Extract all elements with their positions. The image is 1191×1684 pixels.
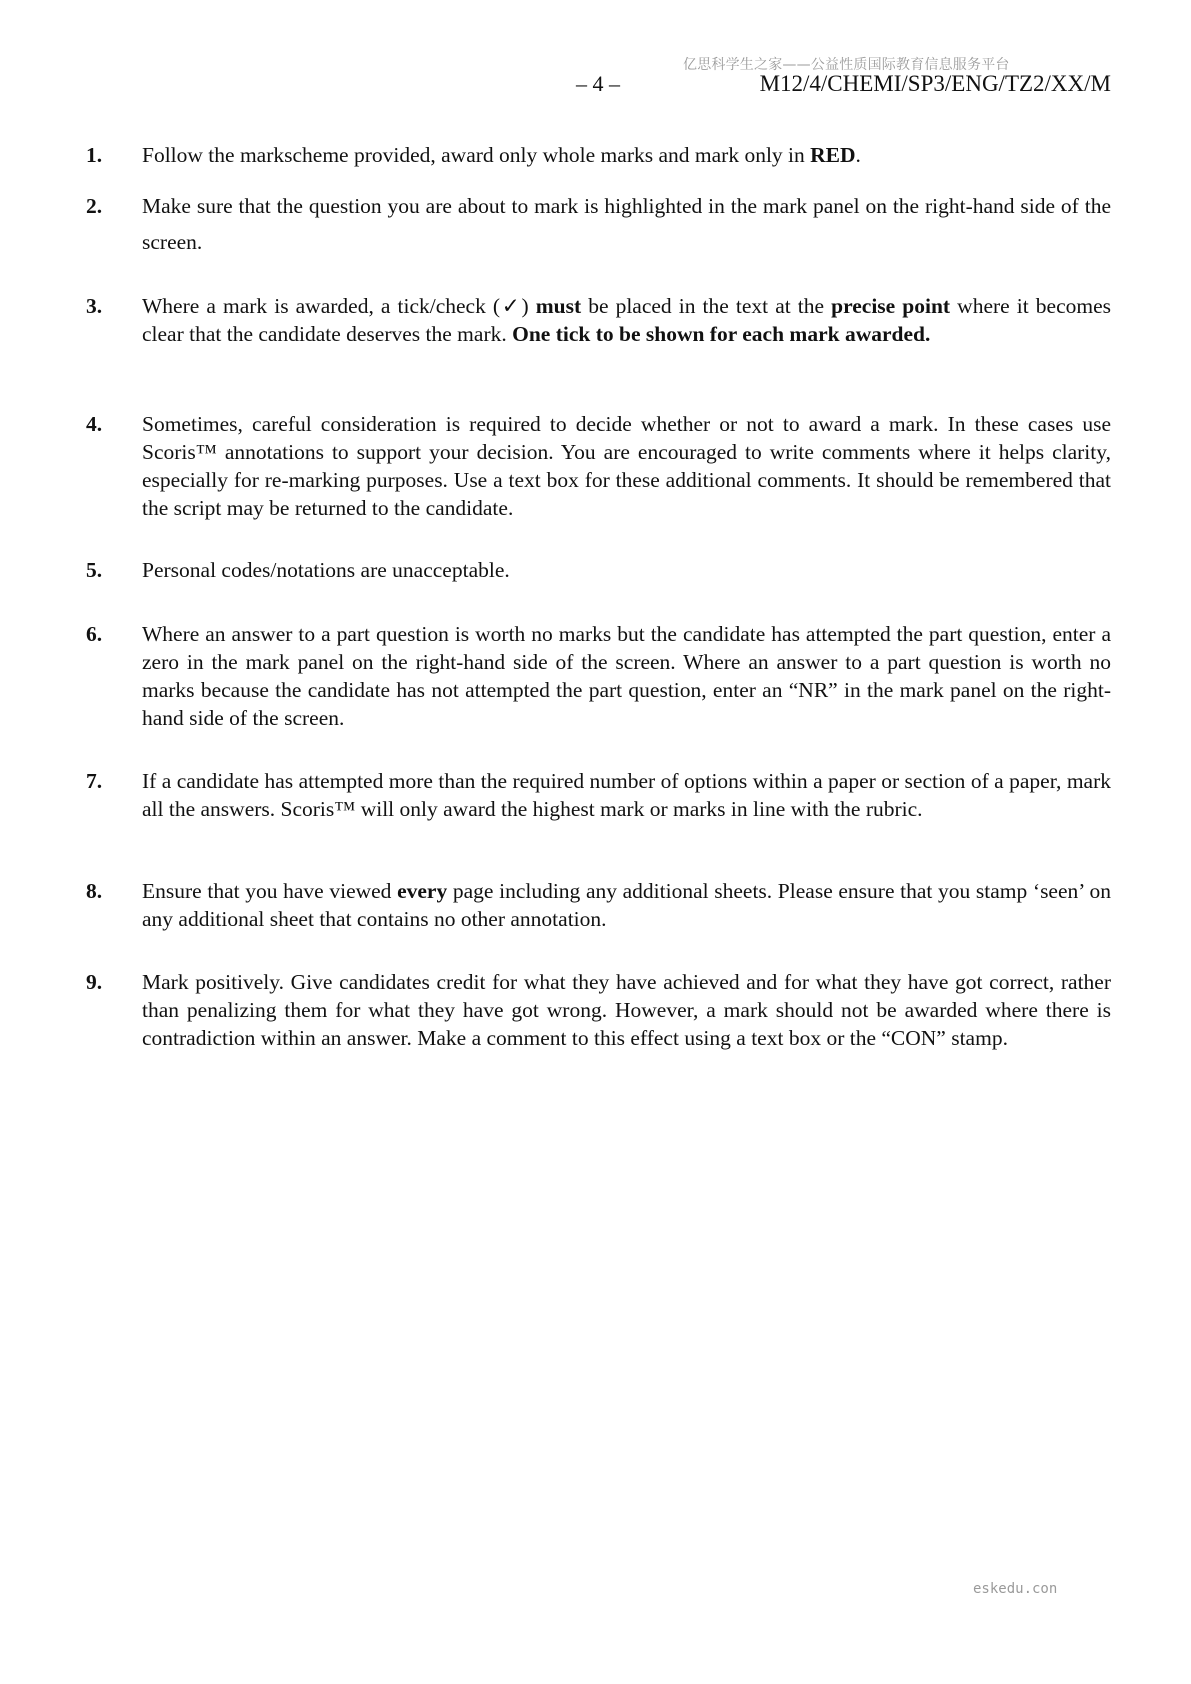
item-number: 8. bbox=[86, 879, 103, 903]
bottom-watermark: eskedu.con bbox=[973, 1581, 1058, 1597]
item-number: 5. bbox=[86, 558, 103, 582]
item-text: Where a mark is awarded, a tick/check (✓) must be placed in the text at the precise point where it becomes clear that the candidate deserves the mark. One tick to be shown for each mark awarded. bbox=[142, 294, 1111, 346]
item-text: Mark positively. Give candidates credit for what they have achieved and for what they have got correct, rather than penalizing them for what they have got wrong. However, a mark should not be awarded where there is contradiction within an answer. Make a comment to this effect using a text box or the “CON” stamp. bbox=[142, 970, 1111, 1050]
item-text: Make sure that the question you are about to mark is highlighted in the mark panel on the right-hand side of the screen. bbox=[142, 194, 1111, 254]
item-number: 1. bbox=[86, 143, 103, 167]
instruction-item-1 bbox=[86, 141, 1111, 169]
item-text: Personal codes/notations are unacceptable. bbox=[142, 558, 510, 582]
paper-code: M12/4/CHEMI/SP3/ENG/TZ2/XX/M bbox=[759, 71, 1111, 96]
item-number: 7. bbox=[86, 769, 103, 793]
item-number: 2. bbox=[86, 194, 103, 218]
item-number: 4. bbox=[86, 412, 103, 436]
item-text: Where an answer to a part question is worth no marks but the candidate has attempted the part question, enter a zero in the mark panel on the right-hand side of the screen. Where an answer to a part question is worth no marks because the candidate has not attempted the part question, enter an “NR” in the mark panel on the right-hand side of the screen. bbox=[142, 622, 1111, 730]
page-number: – 4 – bbox=[576, 71, 620, 96]
top-watermark: 亿思科学生之家——公益性质国际教育信息服务平台 bbox=[683, 57, 1010, 73]
item-text: Sometimes, careful consideration is required to decide whether or not to award a mark. In these cases use Scoris™ annotations to support your decision. You are encouraged to write comments where it helps clarity, especially for re-marking purposes. Use a text box for these additional comments. It should be remembered that the script may be returned to the candidate. bbox=[142, 412, 1111, 520]
item-text: Follow the markscheme provided, award only whole marks and mark only in RED. bbox=[142, 143, 861, 167]
instruction-item-3 bbox=[86, 292, 1111, 348]
instruction-item-8 bbox=[86, 877, 1111, 933]
item-number: 3. bbox=[86, 294, 103, 318]
item-number: 6. bbox=[86, 622, 103, 646]
item-number: 9. bbox=[86, 970, 103, 994]
item-text: If a candidate has attempted more than the required number of options within a paper or section of a paper, mark all the answers. Scoris™ will only award the highest mark or marks in line with the rubric. bbox=[142, 769, 1111, 821]
item-text: Ensure that you have viewed every page including any additional sheets. Please ensure that you stamp ‘seen’ on any additional sheet that contains no other annotation. bbox=[142, 879, 1111, 931]
instruction-item-6 bbox=[86, 620, 1111, 732]
instruction-item-4 bbox=[86, 410, 1111, 522]
instruction-item-2 bbox=[86, 188, 1111, 260]
instruction-item-5 bbox=[86, 556, 1111, 584]
instruction-item-9 bbox=[86, 968, 1111, 1052]
instruction-item-7 bbox=[86, 767, 1111, 823]
